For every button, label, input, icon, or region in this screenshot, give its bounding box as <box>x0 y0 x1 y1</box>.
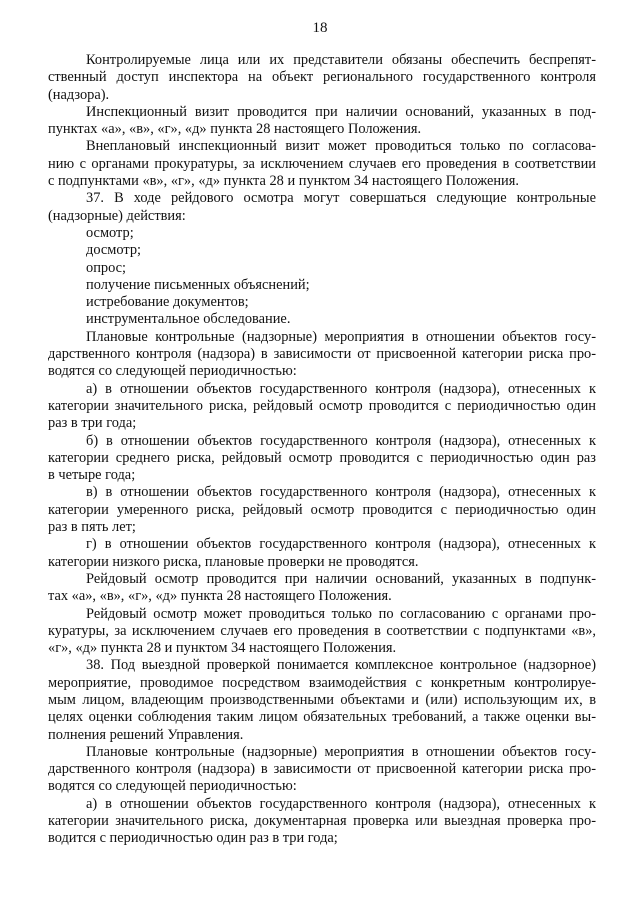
text-line: в четыре года; <box>48 467 136 484</box>
text-line: тах «а», «в», «г», «д» пункта 28 настоящего Положения. <box>48 588 392 605</box>
text-line: в) в отношении объектов государственного контроля (надзора), отнесенных к <box>86 484 596 501</box>
text-line: категории низкого риска, плановые проверки не проводятся. <box>48 553 419 570</box>
text-line: раз в три года; <box>48 415 137 432</box>
text-line: 37. В ходе рейдового осмотра могут совершаться следующие контрольные <box>86 190 596 207</box>
text-line: (надзора). <box>48 86 110 103</box>
text-line: мероприятие, проводимое посредством взаимодействия с конкретным контролируе- <box>48 674 596 691</box>
text-line: Внеплановый инспекционный визит может проводиться только по согласова- <box>86 138 596 155</box>
paragraph <box>48 311 596 328</box>
text-line: а) в отношении объектов государственного контроля (надзора), отнесенных к <box>86 380 596 397</box>
text-line: нию с органами прокуратуры, за исключением случаев его проведения в соответствии <box>48 155 596 172</box>
text-line: Рейдовый осмотр может проводиться только по согласованию с органами про- <box>86 605 596 622</box>
text-line: целях оценки соблюдения таким лицом обязательных требований, а также оценки вы- <box>48 709 596 726</box>
paragraph <box>48 242 596 259</box>
text-line: б) в отношении объектов государственного контроля (надзора), отнесенных к <box>86 432 596 449</box>
text-line: получение письменных объяснений; <box>86 276 310 293</box>
text-line: водится с периодичностью один раз в три года; <box>48 830 338 847</box>
text-line: осмотр; <box>86 224 134 241</box>
paragraph <box>48 796 596 848</box>
paragraph <box>48 484 596 536</box>
text-line: с подпунктами «в», «г», «д» пункта 28 и пунктом 34 настоящего Положения. <box>48 173 519 190</box>
text-line: водятся со следующей периодичностью: <box>48 778 297 795</box>
text-line: 38. Под выездной проверкой понимается комплексное контрольное (надзорное) <box>86 657 596 674</box>
paragraph <box>48 52 596 104</box>
text-line: инструментальное обследование. <box>86 311 291 328</box>
text-line: г) в отношении объектов государственного контроля (надзора), отнесенных к <box>86 536 596 553</box>
text-line: дарственного контроля (надзора) в зависимости от присвоенной категории риска про- <box>48 346 596 363</box>
text-line: раз в пять лет; <box>48 519 136 536</box>
text-line: категории значительного риска, рейдовый осмотр проводится с периодичностью один <box>48 397 596 414</box>
text-line: Плановые контрольные (надзорные) мероприятия в отношении объектов госу- <box>86 743 596 760</box>
text-line: категории значительного риска, документарная проверка или выездная проверка про- <box>48 813 596 830</box>
paragraph <box>48 433 596 485</box>
text-line: Плановые контрольные (надзорные) мероприятия в отношении объектов госу- <box>86 328 596 345</box>
text-line: «г», «д» пункта 28 и пунктом 34 настоящего Положения. <box>48 640 397 657</box>
text-line: (надзорные) действия: <box>48 207 186 224</box>
paragraph <box>48 571 596 606</box>
text-line: Контролируемые лица или их представители обязаны обеспечить беспрепят- <box>86 52 596 68</box>
text-line: истребование документов; <box>86 294 249 311</box>
text-line: опрос; <box>86 259 127 276</box>
text-line: ственный доступ инспектора на объект регионального государственного контроля <box>48 69 596 86</box>
text-line: Рейдовый осмотр проводится при наличии оснований, указанных в подпунк- <box>86 570 596 587</box>
text-line: досмотр; <box>86 242 142 259</box>
paragraph <box>48 606 596 658</box>
text-line: категории среднего риска, рейдовый осмотр проводится с периодичностью один раз <box>48 449 596 466</box>
paragraph <box>48 138 596 190</box>
page-number: 18 <box>312 20 328 36</box>
paragraph <box>48 657 596 743</box>
paragraph <box>48 260 596 277</box>
paragraph <box>48 294 596 311</box>
paragraph <box>48 536 596 571</box>
paragraph <box>48 277 596 294</box>
paragraph <box>48 225 596 242</box>
paragraph <box>48 104 596 139</box>
paragraph <box>48 381 596 433</box>
text-line: категории умеренного риска, рейдовый осмотр проводится с периодичностью один <box>48 501 596 518</box>
text-line: полнения решений Управления. <box>48 726 244 743</box>
text-line: а) в отношении объектов государственного контроля (надзора), отнесенных к <box>86 795 596 812</box>
text-line: Инспекционный визит проводится при наличии оснований, указанных в под- <box>86 103 596 120</box>
paragraph <box>48 329 596 381</box>
text-line: пунктах «а», «в», «г», «д» пункта 28 настоящего Положения. <box>48 121 422 138</box>
text-line: мым лицом, владеющим производственными объектами и (или) использующим их, в <box>48 691 596 708</box>
text-line: дарственного контроля (надзора) в зависимости от присвоенной категории риска про- <box>48 761 596 778</box>
document-body <box>48 52 596 848</box>
paragraph <box>48 190 596 225</box>
paragraph <box>48 744 596 796</box>
text-line: водятся со следующей периодичностью: <box>48 363 297 380</box>
text-line: куратуры, за исключением случаев его проведения в соответствии с подпунктами «в», <box>48 622 596 639</box>
